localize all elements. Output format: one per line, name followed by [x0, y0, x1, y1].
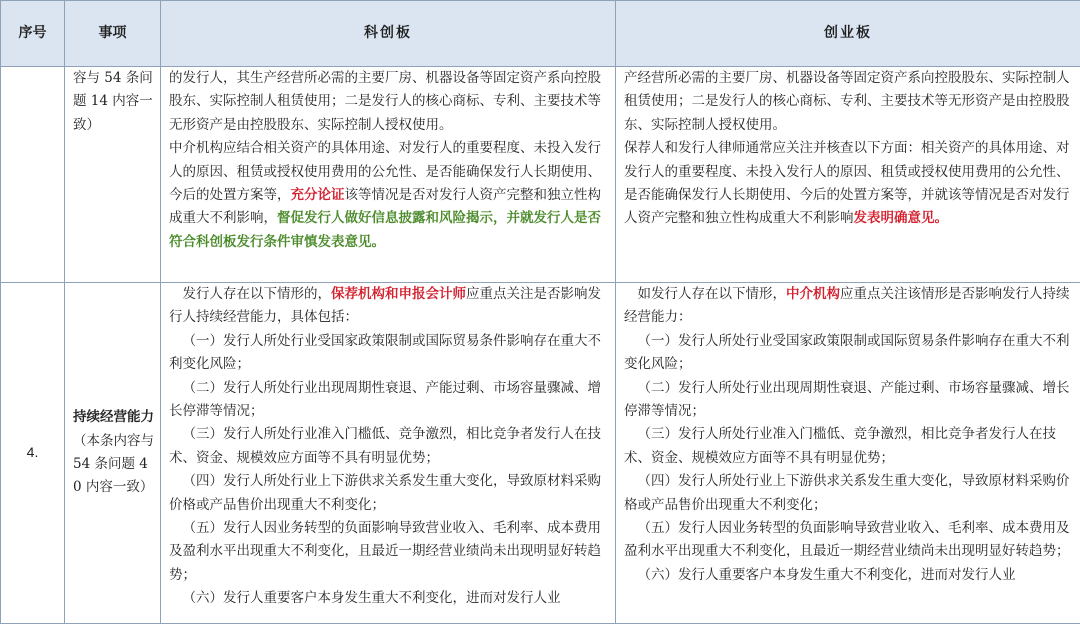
text-run: 发行人存在以下情形的， — [183, 286, 332, 302]
header-item: 事项 — [65, 1, 161, 67]
list-item: （四）发行人所处行业上下游供求关系发生重大变化，导致原材料采购价格或产品售价出现重大不利变化； — [624, 470, 1074, 517]
list-item: （四）发行人所处行业上下游供求关系发生重大变化，导致原材料采购价格或产品售价出现重大不利变化； — [169, 470, 609, 517]
row-seq: 4. — [1, 283, 65, 624]
header-star-market: 科创板 — [161, 1, 616, 67]
table-row — [1, 67, 1080, 283]
gem-board-cell — [616, 283, 1080, 624]
list-item: （五）发行人因业务转型的负面影响导致营业收入、毛利率、成本费用及盈利水平出现重大不利变化，且最近一期经营业绩尚未出现明显好转趋势； — [169, 517, 609, 587]
row-item — [65, 283, 161, 624]
item-note: （本条内容与 54 条问题 40 内容一致） — [73, 433, 154, 496]
paragraph — [169, 137, 609, 254]
paragraph: 的发行人，其生产经营所必需的主要厂房、机器设备等固定资产系向控股股东、实际控制人租赁使用；二是发行人的核心商标、专利、主要技术等无形资产是由控股股东、实际控制人授权使用。 — [169, 67, 609, 137]
list-item: （二）发行人所处行业出现周期性衰退、产能过剩、市场容量骤减、增长停滞等情况； — [169, 377, 609, 424]
header-seq: 序号 — [1, 1, 65, 67]
text-run: 该等情况是否对发行人资产完整和独立性构成重大不利影响， — [169, 187, 601, 226]
highlight-green: 督促发行人做好信息披露和风险揭示，并就发行人是否符合科创板发行条件审慎发表意见。 — [169, 210, 601, 249]
list-item: （六）发行人重要客户本身发生重大不利变化，进而对发行人业 — [169, 587, 609, 610]
highlight-red: 发表明确意见。 — [854, 210, 949, 226]
list-item: （一）发行人所处行业受国家政策限制或国际贸易条件影响存在重大不利变化风险； — [624, 330, 1074, 377]
text-run: 应重点关注该情形是否影响发行人持续经营能力： — [624, 286, 1070, 325]
row-item — [65, 67, 161, 283]
text-run: 保荐人和发行人律师通常应关注并核查以下方面：相关资产的具体用途、对发行人的重要程度、未投入发行人的原因、租赁或授权使用费用的公允性、是否能确保发行人长期使用、今后的处置方案等，并就该等情况是否对发行人资产完整和独立性构成重大不利影响 — [624, 140, 1070, 226]
list-item: （三）发行人所处行业准入门槛低、竞争激烈，相比竞争者发行人在技术、资金、规模效应方面等不具有明显优势； — [624, 423, 1074, 470]
text-run: 如发行人存在以下情形， — [638, 286, 787, 302]
text-run: 应重点关注是否影响发行人持续经营能力，具体包括： — [169, 286, 601, 325]
paragraph — [624, 137, 1074, 231]
header-gem-board: 创业板 — [616, 1, 1080, 67]
highlight-red: 充分论证 — [291, 187, 345, 203]
list-item: （一）发行人所处行业受国家政策限制或国际贸易条件影响存在重大不利变化风险； — [169, 330, 609, 377]
header-row — [1, 1, 1080, 67]
paragraph — [624, 283, 1074, 330]
star-market-cell — [161, 283, 616, 624]
list-item: （五）发行人因业务转型的负面影响导致营业收入、毛利率、成本费用及盈利水平出现重大不利变化，且最近一期经营业绩尚未出现明显好转趋势； — [624, 517, 1074, 564]
text-run: 中介机构应结合相关资产的具体用途、对发行人的重要程度、未投入发行人的原因、租赁或授权使用费用的公允性、是否能确保发行人长期使用、今后的处置方案等， — [169, 140, 601, 203]
star-market-cell — [161, 67, 616, 283]
list-item: （六）发行人重要客户本身发生重大不利变化，进而对发行人业 — [624, 564, 1074, 587]
list-item: （三）发行人所处行业准入门槛低、竞争激烈，相比竞争者发行人在技术、资金、规模效应方面等不具有明显优势； — [169, 423, 609, 470]
highlight-red: 中介机构 — [786, 286, 840, 302]
item-title: 持续经营能力 — [73, 409, 154, 425]
gem-board-cell — [616, 67, 1080, 283]
paragraph: 产经营所必需的主要厂房、机器设备等固定资产系向控股股东、实际控制人租赁使用；二是发行人的核心商标、专利、主要技术等无形资产是由控股股东、实际控制人授权使用。 — [624, 67, 1074, 137]
table-row — [1, 283, 1080, 624]
row-seq — [1, 67, 65, 283]
list-item: （二）发行人所处行业出现周期性衰退、产能过剩、市场容量骤减、增长停滞等情况； — [624, 377, 1074, 424]
paragraph — [169, 283, 609, 330]
item-text: 容与 54 条问题 14 内容一致） — [73, 70, 153, 133]
highlight-red: 保荐机构和申报会计师 — [331, 286, 466, 302]
